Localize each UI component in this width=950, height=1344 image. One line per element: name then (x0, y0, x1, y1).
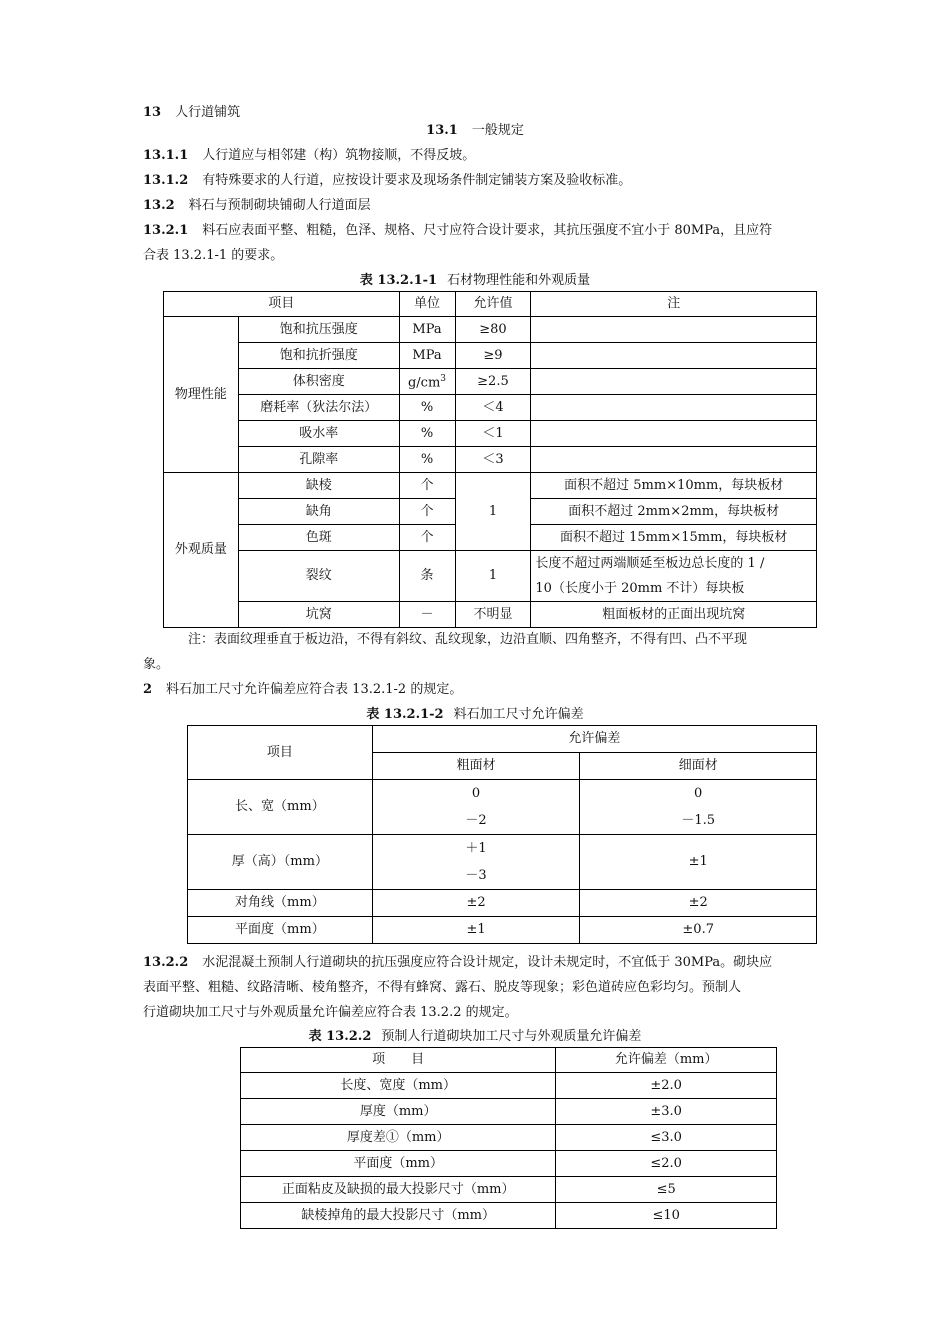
row-tolerance: ±3.0 (556, 1099, 777, 1125)
table-block-tolerance (240, 1047, 777, 1229)
unit-text: g/cm (407, 375, 441, 391)
row-unit: % (399, 421, 455, 447)
row-unit: 个 (399, 473, 455, 499)
row-item: 长度、宽度（mm） (241, 1073, 556, 1099)
row-value: 1 (455, 551, 531, 602)
value-upper: ＋1 (465, 841, 487, 856)
row-note: 面积不超过 5mm×10mm，每块板材 (531, 473, 817, 499)
row-fine: ±1 (580, 835, 817, 890)
row-item: 厚度（mm） (241, 1099, 556, 1125)
row-tolerance: ≤2.0 (556, 1151, 777, 1177)
clause-text: 水泥混凝土预制人行道砌块的抗压强度应符合设计规定，设计未规定时，不宜低于 30MPa。砌块应 (202, 955, 773, 970)
row-note (531, 421, 817, 447)
section-number: 13.2 (143, 198, 175, 213)
row-value: ≥80 (455, 317, 531, 343)
header-tolerance: 允许偏差 (372, 726, 816, 753)
row-note (531, 343, 817, 369)
row-rough: ±2 (372, 890, 580, 917)
group-appearance: 外观质量 (164, 473, 239, 628)
row-note (531, 369, 817, 395)
table-title: 料石加工尺寸允许偏差 (453, 707, 584, 722)
value-lower: －3 (465, 868, 487, 883)
header-unit: 单位 (399, 292, 455, 317)
row-item: 缺棱 (238, 473, 399, 499)
row-item: 平面度（mm） (241, 1151, 556, 1177)
clause-13-1-2 (143, 168, 808, 194)
section-title: 一般规定 (471, 123, 524, 138)
row-unit: 条 (399, 551, 455, 602)
clause-text: 料石应表面平整、粗糙，色泽、规格、尺寸应符合设计要求，其抗压强度不宜小于 80MPa，且应符 (202, 223, 773, 238)
table1-footnote-cont (143, 652, 808, 678)
row-item: 厚度差①（mm） (241, 1125, 556, 1151)
clause-text: 人行道应与相邻建（构）筑物接顺，不得反坡。 (202, 148, 476, 163)
row-tolerance: ≤5 (556, 1177, 777, 1203)
row-value: ≥9 (455, 343, 531, 369)
row-item: 磨耗率（狄法尔法） (238, 395, 399, 421)
row-item: 缺角 (238, 499, 399, 525)
value-lower: －2 (465, 813, 487, 828)
chapter-number: 13 (143, 105, 162, 120)
value-upper: 0 (694, 786, 703, 801)
row-item: 厚（高）（mm） (188, 835, 373, 890)
row-item: 体积密度 (238, 369, 399, 395)
row-note: 面积不超过 15mm×15mm，每块板材 (531, 525, 817, 551)
row-fine: ±0.7 (580, 917, 817, 944)
clause-13-2-2-cont1 (143, 975, 808, 1001)
group-physical: 物理性能 (164, 317, 239, 473)
row-unit: MPa (399, 343, 455, 369)
header-note: 注 (531, 292, 817, 317)
value-upper: 0 (471, 786, 481, 801)
table-number: 表 13.2.1-2 (366, 707, 444, 722)
row-unit: % (399, 447, 455, 473)
clause-text: 合表 13.2.1-1 的要求。 (143, 248, 284, 263)
row-fine: ±2 (580, 890, 817, 917)
row-note (531, 551, 817, 602)
row-unit (399, 369, 455, 395)
row-item: 色斑 (238, 525, 399, 551)
header-rough: 粗面材 (372, 753, 580, 780)
table-title: 预制人行道砌块加工尺寸与外观质量允许偏差 (381, 1029, 642, 1044)
footnote-line: 注：表面纹理垂直于板边沿，不得有斜纹、乱纹现象，边沿直顺、四角整齐，不得有凹、凸不平现 (188, 632, 748, 647)
table-number: 表 13.2.1-1 (359, 273, 438, 288)
value-lower: －1.5 (681, 813, 716, 828)
row-item: 裂纹 (238, 551, 399, 602)
row-note (531, 447, 817, 473)
row-unit: 个 (399, 499, 455, 525)
row-item: 缺棱掉角的最大投影尺寸（mm） (241, 1203, 556, 1229)
section-13-2-heading (143, 193, 808, 219)
row-tolerance: ±2.0 (556, 1073, 777, 1099)
clause-text: 行道砌块加工尺寸与外观质量允许偏差应符合表 13.2.2 的规定。 (143, 1005, 518, 1020)
row-item: 正面粘皮及缺损的最大投影尺寸（mm） (241, 1177, 556, 1203)
row-unit: － (399, 602, 455, 628)
section-number: 13.1 (426, 123, 458, 138)
row-item: 饱和抗折强度 (238, 343, 399, 369)
clause-number: 13.2.2 (143, 955, 189, 970)
note-line: 长度不超过两端顺延至板边总长度的 1 / (535, 556, 765, 571)
clause-13-2-1-cont (143, 243, 808, 269)
footnote-line: 象。 (143, 657, 170, 672)
row-value: ＜4 (455, 395, 531, 421)
row-rough (372, 835, 580, 890)
row-item: 平面度（mm） (188, 917, 373, 944)
note-line: 10（长度小于 20mm 不计）每块板 (535, 581, 745, 596)
header-value: 允许值 (455, 292, 531, 317)
row-value: 1 (455, 473, 531, 551)
table1-footnote (188, 627, 853, 653)
row-tolerance: ≤10 (556, 1203, 777, 1229)
clause-number: 13.1.1 (143, 148, 189, 163)
row-item: 孔隙率 (238, 447, 399, 473)
clause-number: 13.1.2 (143, 173, 189, 188)
header-item: 项目 (188, 726, 373, 780)
clause-13-1-1 (143, 143, 808, 169)
clause-13-2-2-cont2 (143, 1000, 808, 1026)
clause-text: 料石加工尺寸允许偏差应符合表 13.2.1-2 的规定。 (166, 682, 463, 697)
table-stone-tolerance (187, 725, 817, 944)
header-item: 项目 (164, 292, 400, 317)
row-value: ＜3 (455, 447, 531, 473)
row-note: 粗面板材的正面出现坑窝 (531, 602, 817, 628)
row-unit: 个 (399, 525, 455, 551)
row-note: 面积不超过 2mm×2mm，每块板材 (531, 499, 817, 525)
row-item: 坑窝 (238, 602, 399, 628)
header-fine: 细面材 (580, 753, 817, 780)
clause-number: 2 (143, 682, 153, 697)
section-title: 料石与预制砌块铺砌人行道面层 (188, 198, 371, 213)
chapter-title: 人行道铺筑 (175, 105, 241, 120)
row-unit: MPa (399, 317, 455, 343)
row-note (531, 395, 817, 421)
table-number: 表 13.2.2 (308, 1029, 372, 1044)
header-tolerance: 允许偏差（mm） (556, 1048, 777, 1073)
table-stone-properties (163, 291, 817, 628)
unit-superscript: 3 (440, 374, 447, 385)
row-value: ＜1 (455, 421, 531, 447)
row-rough (372, 780, 580, 835)
row-value: 不明显 (455, 602, 531, 628)
header-item: 项 目 (241, 1048, 556, 1073)
clause-13-2-1 (143, 218, 808, 244)
clause-text: 有特殊要求的人行道，应按设计要求及现场条件制定铺装方案及验收标准。 (202, 173, 632, 188)
clause-number: 13.2.1 (143, 223, 189, 238)
row-note (531, 317, 817, 343)
clause-text: 表面平整、粗糙、纹路清晰、棱角整齐，不得有蜂窝、露石、脱皮等现象；彩色道砖应色彩均匀。预制人 (143, 980, 742, 995)
row-tolerance: ≤3.0 (556, 1125, 777, 1151)
clause-13-2-2 (143, 950, 808, 976)
row-rough: ±1 (372, 917, 580, 944)
row-fine (580, 780, 817, 835)
row-unit: % (399, 395, 455, 421)
row-item: 吸水率 (238, 421, 399, 447)
table-title: 石材物理性能和外观质量 (447, 273, 591, 288)
row-item: 饱和抗压强度 (238, 317, 399, 343)
row-item: 长、宽（mm） (188, 780, 373, 835)
row-item: 对角线（mm） (188, 890, 373, 917)
clause-2 (143, 677, 808, 703)
row-value: ≥2.5 (455, 369, 531, 395)
section-13-1-heading (0, 118, 950, 144)
